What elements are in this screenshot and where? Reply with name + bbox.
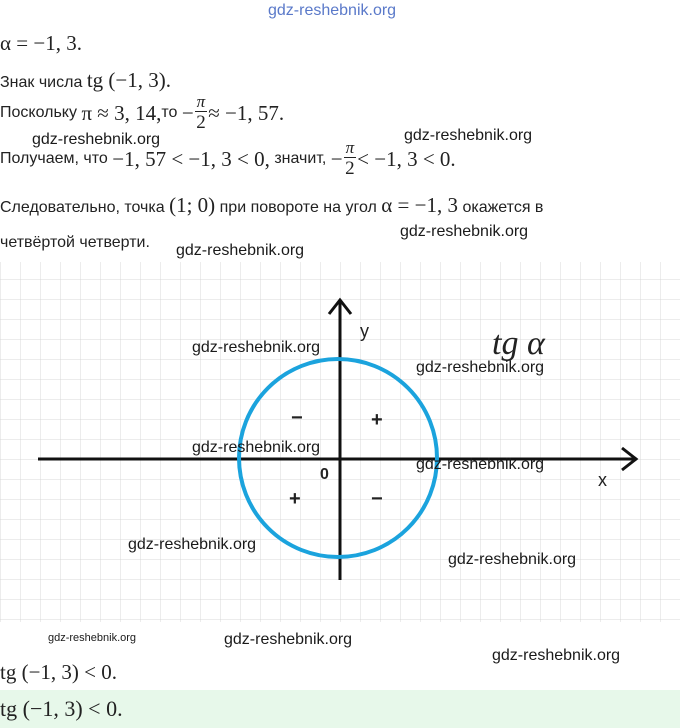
- inequality-math-2: < −1, 3 < 0.: [357, 146, 456, 171]
- watermark: gdz-reshebnik.org: [448, 551, 577, 568]
- rotation-label: при повороте на угол: [219, 199, 377, 216]
- inequality-math: −1, 57 < −1, 3 < 0,: [112, 146, 270, 171]
- watermark: gdz-reshebnik.org: [404, 127, 533, 144]
- angle-math: α = −1, 3: [381, 193, 458, 217]
- result-math: tg (−1, 3) < 0.: [0, 660, 118, 684]
- watermark: gdz-reshebnik.org: [416, 456, 545, 473]
- watermark: gdz-reshebnik.org: [176, 242, 305, 259]
- pi-approx-math: π ≈ 3, 14,: [81, 100, 162, 125]
- quadrant-2-sign: −: [291, 407, 303, 429]
- diagram-svg: [0, 262, 680, 622]
- therefore-label: Следовательно, точка: [0, 199, 165, 216]
- answer-box: [0, 690, 680, 728]
- watermark: gdz-reshebnik.org: [400, 223, 529, 240]
- pi-over-two-fraction: [344, 139, 357, 180]
- watermark: gdz-reshebnik.org: [32, 131, 161, 148]
- line-conclusion: [0, 193, 543, 218]
- pi-half-approx-math: ≈ −1, 57.: [208, 100, 285, 125]
- fourth-quadrant-label: четвёртой четверти.: [0, 234, 150, 251]
- x-axis-label: x: [598, 470, 607, 490]
- point-math: (1; 0): [169, 193, 216, 217]
- watermark: gdz-reshebnik.org: [128, 536, 257, 553]
- tg-expression: tg (−1, 3).: [86, 68, 171, 92]
- watermark: gdz-reshebnik.org: [416, 359, 545, 376]
- quadrant-4-sign: −: [371, 488, 383, 510]
- watermark: gdz-reshebnik.org: [224, 631, 353, 648]
- y-axis-label: y: [360, 321, 369, 341]
- watermark-top: gdz-reshebnik.org: [268, 2, 397, 19]
- line-quadrant: [0, 234, 150, 252]
- fraction-numerator: π: [196, 91, 206, 111]
- line-alpha: [0, 31, 82, 56]
- watermark: gdz-reshebnik.org: [192, 339, 321, 356]
- fraction-numerator: π: [345, 137, 355, 157]
- sign-label: Знак числа: [0, 74, 83, 91]
- line-result: [0, 660, 117, 685]
- watermark: gdz-reshebnik.org: [192, 439, 321, 456]
- fraction-denominator: 2: [345, 157, 355, 179]
- pi-over-two-fraction: [195, 93, 208, 134]
- since-label: Поскольку: [0, 104, 77, 121]
- tg-alpha-title: tg α: [492, 325, 545, 362]
- watermark-small: gdz-reshebnik.org: [48, 632, 137, 644]
- origin-label: 0: [320, 466, 329, 483]
- minus-sign: −: [181, 100, 194, 125]
- fraction-denominator: 2: [196, 111, 206, 133]
- unit-circle-diagram: [0, 262, 680, 622]
- answer-math: tg (−1, 3) < 0.: [0, 696, 123, 721]
- quadrant-1-sign: +: [371, 409, 383, 431]
- then-label: то: [161, 104, 178, 121]
- watermark: gdz-reshebnik.org: [492, 647, 621, 664]
- alpha-value-math: α = −1, 3.: [0, 31, 82, 55]
- will-be-label: окажется в: [462, 199, 544, 216]
- means-label: значит,: [274, 150, 327, 167]
- quadrant-3-sign: +: [289, 488, 301, 510]
- minus-sign: −: [330, 146, 343, 171]
- we-get-label: Получаем, что: [0, 150, 108, 167]
